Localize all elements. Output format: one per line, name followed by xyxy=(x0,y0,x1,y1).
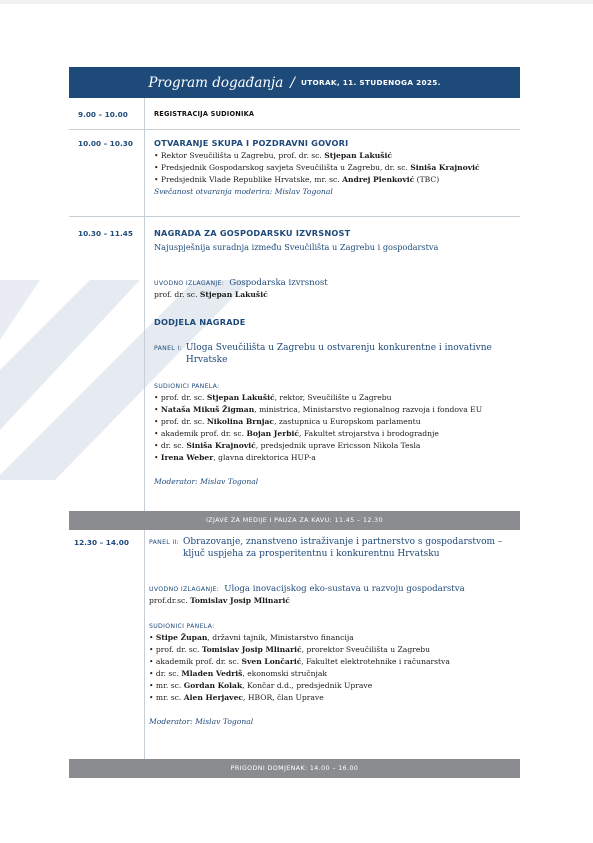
list-item: • akademik prof. dr. sc. Bojan Jerbić, Fakultet strojarstva i brodogradnje xyxy=(154,428,516,440)
row-content xyxy=(145,130,520,216)
panel-label: PANEL II: xyxy=(149,539,179,546)
participants-label: SUDIONICI PANELA: xyxy=(149,623,215,630)
moderator-note: Svečanost otvaranja moderira: Mislav Togonal xyxy=(154,187,333,196)
panel-title: Uloga Sveučilišta u Zagrebu u ostvarenju konkurentne i inovativne Hrvatske xyxy=(185,343,492,365)
time-slot: 10.30 – 11.45 xyxy=(69,217,145,511)
intro-talk xyxy=(149,576,516,595)
list-item: • prof. dr. sc. Nikolina Brnjac, zastupnica u Europskom parlamentu xyxy=(154,416,516,428)
top-band xyxy=(0,0,593,4)
session-subtitle: Najuspješnija suradnja između Sveučilišta u Zagrebu i gospodarstva xyxy=(154,242,439,252)
program-header xyxy=(69,67,520,98)
list-item: • Rektor Sveučilišta u Zagrebu, prof. dr. sc. Stjepan Lakušić xyxy=(154,150,516,162)
intro-speaker: prof. dr. sc. Stjepan Lakušić xyxy=(154,290,268,299)
list-item: • mr. sc. Gordan Kolak, Končar d.d., predsjednik Uprave xyxy=(149,680,516,692)
list-item: • Nataša Mikuš Žigman, ministrica, Ministarstvo regionalnog razvoja i fondova EU xyxy=(154,404,516,416)
row-panel-two xyxy=(69,530,520,759)
registration-label: REGISTRACIJA SUDIONIKA xyxy=(154,110,255,118)
title-separator: / xyxy=(290,74,296,91)
list-item: • Irena Weber, glavna direktorica HUP-a xyxy=(154,452,516,464)
row-opening xyxy=(69,129,520,216)
list-item: • akademik prof. dr. sc. Sven Lončarić, Fakultet elektrotehnike i računarstva xyxy=(149,656,516,668)
award-heading: DODJELA NAGRADE xyxy=(154,317,246,327)
session-title: OTVARANJE SKUPA I POZDRAVNI GOVORI xyxy=(154,138,349,148)
moderator-note: Moderator: Mislav Togonal xyxy=(149,717,254,726)
row-content xyxy=(145,217,520,511)
participants-label: SUDIONICI PANELA: xyxy=(154,383,220,390)
time-slot: 10.00 – 10.30 xyxy=(69,130,145,216)
program-table xyxy=(69,67,520,778)
coffee-break-band: IZJAVE ZA MEDIJE I PAUZA ZA KAVU: 11.45 – 12.30 xyxy=(69,511,520,530)
program-title: Program događanja xyxy=(148,74,284,91)
list-item: • prof. dr. sc. Tomislav Josip Mlinarić, prorektor Sveučilišta u Zagrebu xyxy=(149,644,516,656)
list-item: • Predsjednik Vlade Republike Hrvatske, mr. sc. Andrej Plenković (TBC) xyxy=(154,174,516,186)
list-item: • Predsjednik Gospodarskog savjeta Sveučilišta u Zagrebu, dr. sc. Siniša Krajnović xyxy=(154,162,516,174)
program-date: UTORAK, 11. STUDENOGA 2025. xyxy=(301,78,441,87)
intro-speaker: prof.dr.sc. Tomislav Josip Mlinarić xyxy=(149,596,290,605)
intro-label: UVODNO IZLAGANJE: xyxy=(149,586,220,593)
list-item: • dr. sc. Mladen Vedriš, ekonomski stručnjak xyxy=(149,668,516,680)
panel-label: PANEL I: xyxy=(154,345,182,352)
session-title: NAGRADA ZA GOSPODARSKU IZVRSNOST xyxy=(154,228,351,238)
moderator-note: Moderator: Mislav Togonal xyxy=(154,477,259,486)
row-content xyxy=(145,98,520,129)
intro-title: Gospodarska izvrsnost xyxy=(229,278,328,288)
list-item: • prof. dr. sc. Stjepan Lakušić, rektor, Sveučilište u Zagrebu xyxy=(154,392,516,404)
list-item: • dr. sc. Siniša Krajnović, predsjednik uprave Ericsson Nikola Tesla xyxy=(154,440,516,452)
list-item: • Stipe Župan, državni tajnik, Ministarstvo financija xyxy=(149,632,516,644)
list-item: • mr. sc. Alen Herjavec, HBOR, član Uprave xyxy=(149,692,516,704)
intro-title: Uloga inovacijskog eko-sustava u razvoju gospodarstva xyxy=(224,584,465,594)
panel-two xyxy=(149,537,516,560)
row-registration xyxy=(69,98,520,129)
reception-band: PRIGODNI DOMJENAK: 14.00 – 16.00 xyxy=(69,759,520,778)
time-slot: 12.30 – 14.00 xyxy=(69,530,145,759)
intro-label: UVODNO IZLAGANJE: xyxy=(154,280,225,287)
row-award xyxy=(69,216,520,511)
intro-talk xyxy=(154,270,516,289)
time-slot: 9.00 – 10.00 xyxy=(69,98,145,129)
panel-title: Obrazovanje, znanstveno istraživanje i partnerstvo s gospodarstvom – ključ uspjeha za prosperitentnu i konkurentnu Hrvatsku xyxy=(182,537,503,559)
panel-one xyxy=(154,343,516,366)
row-content xyxy=(145,530,520,759)
